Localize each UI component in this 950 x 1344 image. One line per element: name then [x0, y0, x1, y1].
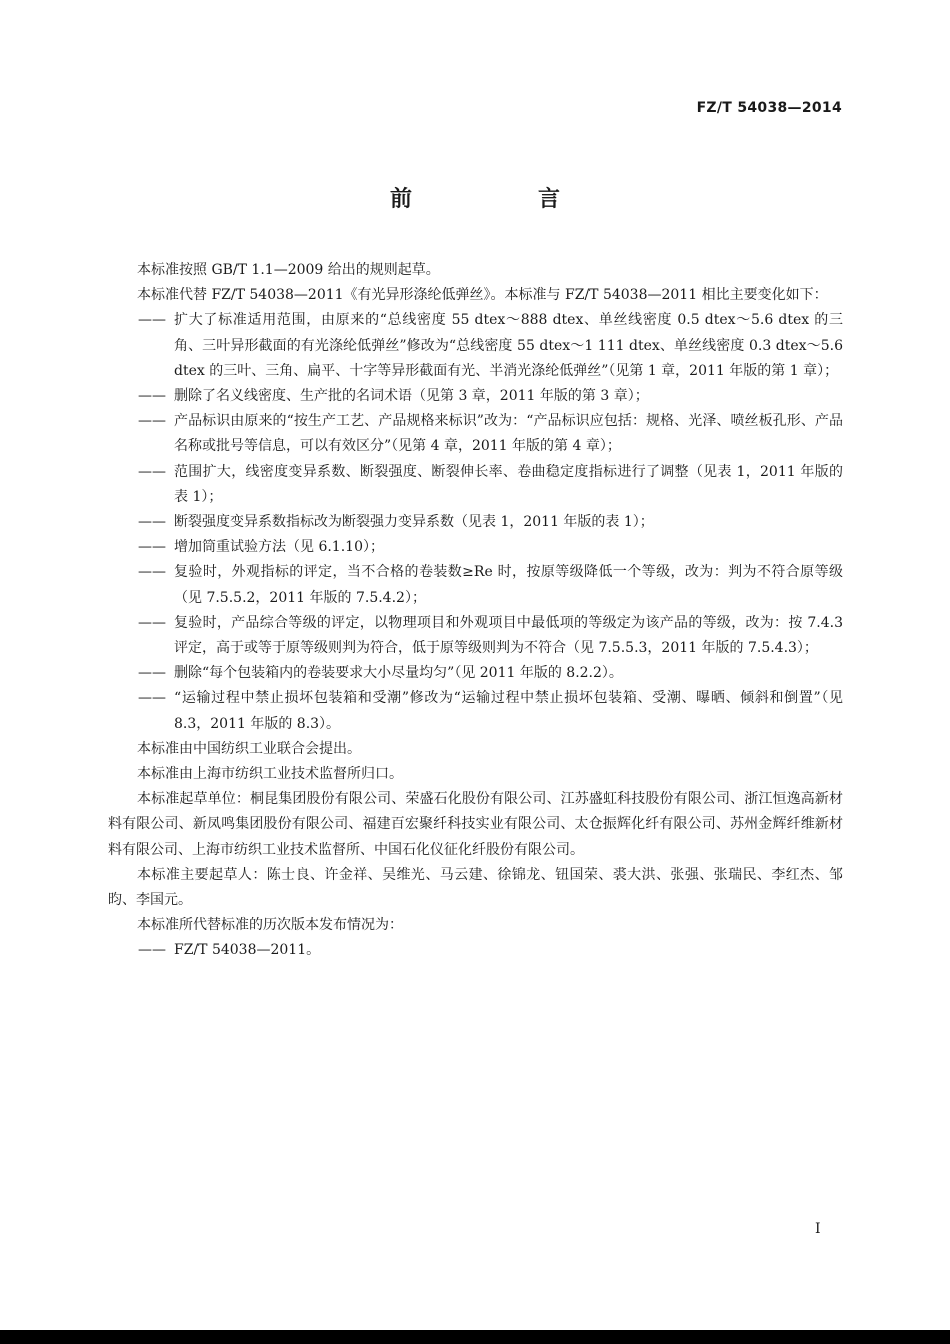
paragraph-drafting-units: 本标准起草单位：桐昆集团股份有限公司、荣盛石化股份有限公司、江苏盛虹科技股份有限公司、浙江恒逸高新材料有限公司、新凤鸣集团股份有限公司、福建百宏聚纤科技实业有限公司、太仓振辉化纤有限公司、苏州金辉纤维新材料有限公司、上海市纺织工业技术监督所、中国石化仪征化纤股份有限公司。 — [108, 791, 843, 858]
change-item-text: 增加筒重试验方法（见 6.1.10）； — [174, 539, 384, 556]
change-item-text: 扩大了标准适用范围，由原来的“总线密度 55 dtex～888 dtex、单丝线密度 0.5 dtex～5.6 dtex 的三角、三叶异形截面的有光涤纶低弹丝”修改为“总线密度 55 dtex～1 111 dtex、单丝线密度 0.3 dtex～5.6 dtex 的三叶、三角、扁平、十字等异形截面有光、半消光涤纶低弹丝”（见第 1 章，2011 年版的第 1 章）； — [174, 312, 843, 379]
change-item-text: 删除“每个包装箱内的卷装要求大小尽量均匀”（见 2011 年版的 8.2.2）。 — [174, 665, 623, 682]
dash-marker: —— — [138, 312, 166, 329]
paragraph-centralized: 本标准由上海市纺织工业技术监督所归口。 — [137, 766, 403, 783]
paragraph-replaces: 本标准代替 FZ/T 54038—2011《有光异形涤纶低弹丝》。本标准与 FZ/T 54038—2011 相比主要变化如下： — [137, 287, 828, 304]
page-title: 前 言 — [389, 187, 612, 212]
change-item-text: 删除了名义线密度、生产批的名词术语（见第 3 章，2011 年版的第 3 章）； — [174, 388, 649, 405]
dash-marker: —— — [138, 665, 166, 682]
dash-marker: —— — [138, 463, 166, 480]
dash-marker: —— — [138, 614, 166, 631]
change-item-text: 断裂强度变异系数指标改为断裂强力变异系数（见表 1，2011 年版的表 1）； — [174, 514, 654, 531]
change-item — [108, 308, 843, 384]
dash-marker: —— — [138, 690, 166, 707]
history-item-text: FZ/T 54038—2011。 — [174, 942, 321, 959]
dash-marker: —— — [138, 388, 166, 405]
paragraph-history: 本标准所代替标准的历次版本发布情况为： — [137, 917, 403, 934]
paragraph-drafters: 本标准主要起草人：陈士良、许金祥、吴维光、马云建、徐锦龙、钮国荣、裘大洪、张强、张瑞民、李红杰、邹昀、李国元。 — [108, 866, 843, 909]
dash-marker: —— — [138, 413, 166, 430]
change-list — [108, 308, 843, 736]
page-number: I — [815, 1221, 821, 1237]
change-item-text: 复验时，产品综合等级的评定，以物理项目和外观项目中最低项的等级定为该产品的等级，改为：按 7.4.3 评定，高于或等于原等级则判为符合，低于原等级则判为不符合（见 7.5.5.3，2011 年版的 7.5.4.3）； — [174, 614, 843, 657]
dash-marker: —— — [138, 564, 166, 581]
change-item — [108, 535, 843, 560]
dash-marker: —— — [138, 539, 166, 556]
paragraph-proposer: 本标准由中国纺织工业联合会提出。 — [137, 740, 361, 757]
change-item-text: 范围扩大，线密度变异系数、断裂强度、断裂伸长率、卷曲稳定度指标进行了调整（见表 1，2011 年版的表 1）； — [174, 463, 843, 505]
change-item — [108, 409, 843, 459]
change-item — [108, 686, 843, 736]
change-item — [108, 611, 843, 661]
history-item — [108, 938, 843, 963]
change-item — [108, 510, 843, 535]
change-item — [108, 560, 843, 610]
paragraph-drafting-rules: 本标准按照 GB/T 1.1—2009 给出的规则起草。 — [137, 262, 440, 278]
change-item — [108, 460, 843, 510]
change-item — [108, 661, 843, 686]
foreword-body — [108, 258, 843, 964]
dash-marker: —— — [138, 942, 166, 959]
dash-marker: —— — [138, 514, 166, 531]
change-item-text: “运输过程中禁止损坏包装箱和受潮”修改为“运输过程中禁止损坏包装箱、受潮、曝晒、倾斜和倒置”（见 8.3，2011 年版的 8.3）。 — [174, 690, 843, 732]
bottom-border — [0, 1330, 950, 1344]
standard-code: FZ/T 54038—2014 — [696, 100, 842, 116]
change-item — [108, 384, 843, 409]
change-item-text: 复验时，外观指标的评定，当不合格的卷装数≥Re 时，按原等级降低一个等级，改为：判为不符合原等级（见 7.5.5.2，2011 年版的 7.5.4.2）； — [174, 564, 843, 606]
change-item-text: 产品标识由原来的“按生产工艺、产品规格来标识”改为：“产品标识应包括：规格、光泽、喷丝板孔形、产品名称或批号等信息，可以有效区分”（见第 4 章，2011 年版的第 4 章）； — [174, 413, 843, 455]
